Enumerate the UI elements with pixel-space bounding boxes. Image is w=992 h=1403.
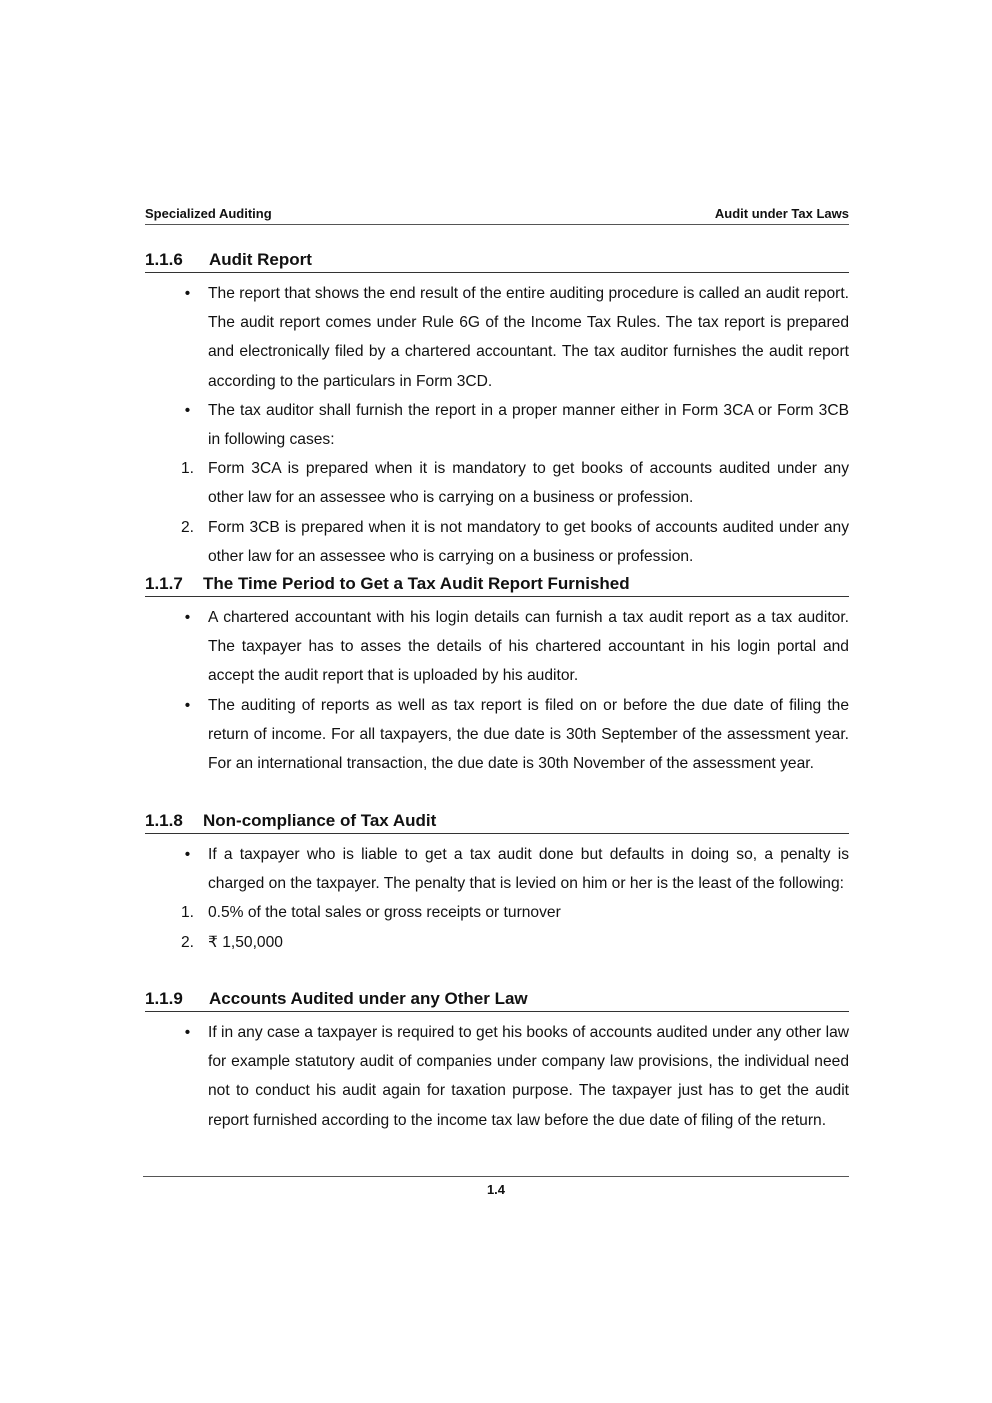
list-item: [145, 396, 849, 454]
number-marker: 2.: [180, 518, 194, 536]
section-number: 1.1.8: [145, 811, 183, 830]
list-item: [145, 454, 849, 512]
section-title: Audit Report: [209, 250, 312, 269]
number-marker: 1.: [180, 460, 194, 478]
item-text: 0.5% of the total sales or gross receipts or turnover: [208, 904, 561, 922]
item-text: The auditing of reports as well as tax report is filed on or before the due date of filing the return of income. For all taxpayers, the due date is 30th September of the assessment year. For an international transaction, the due date is 30th November of the assessment year.: [208, 696, 849, 773]
item-text: Form 3CA is prepared when it is mandatory to get books of accounts audited under any other law for an assessee who is carrying on a business or profession.: [208, 460, 849, 507]
item-text: ₹ 1,50,000: [208, 933, 283, 951]
section-1-1-6: [145, 249, 849, 571]
section-1-1-8: [145, 810, 849, 957]
list-item: [145, 928, 849, 957]
list-item: [145, 840, 849, 898]
number-marker: 2.: [180, 933, 194, 951]
item-text: If a taxpayer who is liable to get a tax audit done but defaults in doing so, a penalty is charged on the taxpayer. The penalty that is levied on him or her is the least of the following:: [208, 846, 849, 893]
item-text: Form 3CB is prepared when it is not mandatory to get books of accounts audited under any other law for an assessee who is carrying on a business or profession.: [208, 518, 849, 565]
item-text: If in any case a taxpayer is required to get his books of accounts audited under any other law for example statutory audit of companies under company law provisions, the individual need not to conduct his audit again for taxation purpose. The taxpayer just has to get the audit report furnished according to the income tax law before the due date of filing of the return.: [208, 1024, 849, 1129]
bullet-marker: •: [184, 846, 191, 863]
list-item: [145, 691, 849, 779]
list-item: [145, 1018, 849, 1135]
bullet-marker: •: [184, 401, 191, 419]
section-heading: [145, 249, 849, 273]
section-number: 1.1.9: [145, 989, 183, 1008]
page-footer: [143, 1176, 849, 1197]
bullet-marker: •: [184, 1024, 191, 1041]
bullet-marker: •: [184, 285, 191, 302]
list-item: [145, 603, 849, 691]
bullet-marker: •: [184, 696, 191, 714]
page-number: 1.4: [486, 1182, 506, 1197]
section-number: 1.1.7: [145, 574, 183, 593]
bullet-marker: •: [184, 609, 191, 626]
list-item: [145, 513, 849, 571]
item-text: The report that shows the end result of the entire auditing procedure is called an audit report. The audit report comes under Rule 6G of the Income Tax Rules. The tax report is prepared and electronically filed by a chartered accountant. The tax auditor furnishes the audit report according to the particulars in Form 3CD.: [208, 285, 849, 390]
section-1-1-9: [145, 988, 849, 1135]
list-item: [145, 279, 849, 396]
section-title: Non-compliance of Tax Audit: [203, 811, 437, 830]
item-text: The tax auditor shall furnish the report in a proper manner either in Form 3CA or Form 3CB in following cases:: [208, 401, 849, 449]
section-1-1-7: [145, 573, 849, 778]
section-heading: [145, 573, 849, 597]
number-marker: 1.: [180, 904, 194, 922]
header-right: Audit under Tax Laws: [714, 206, 849, 221]
section-heading: [145, 810, 849, 834]
section-title: Accounts Audited under any Other Law: [209, 989, 528, 1008]
header-left: Specialized Auditing: [145, 206, 272, 221]
section-number: 1.1.6: [145, 250, 183, 269]
item-text: A chartered accountant with his login details can furnish a tax audit report as a tax auditor. The taxpayer has to asses the details of his chartered accountant in his login portal and accept the audit report that is uploaded by his auditor.: [208, 609, 849, 685]
section-title: The Time Period to Get a Tax Audit Report Furnished: [203, 574, 630, 593]
list-item: [145, 898, 849, 927]
section-heading: [145, 988, 849, 1012]
running-header: [145, 206, 849, 225]
